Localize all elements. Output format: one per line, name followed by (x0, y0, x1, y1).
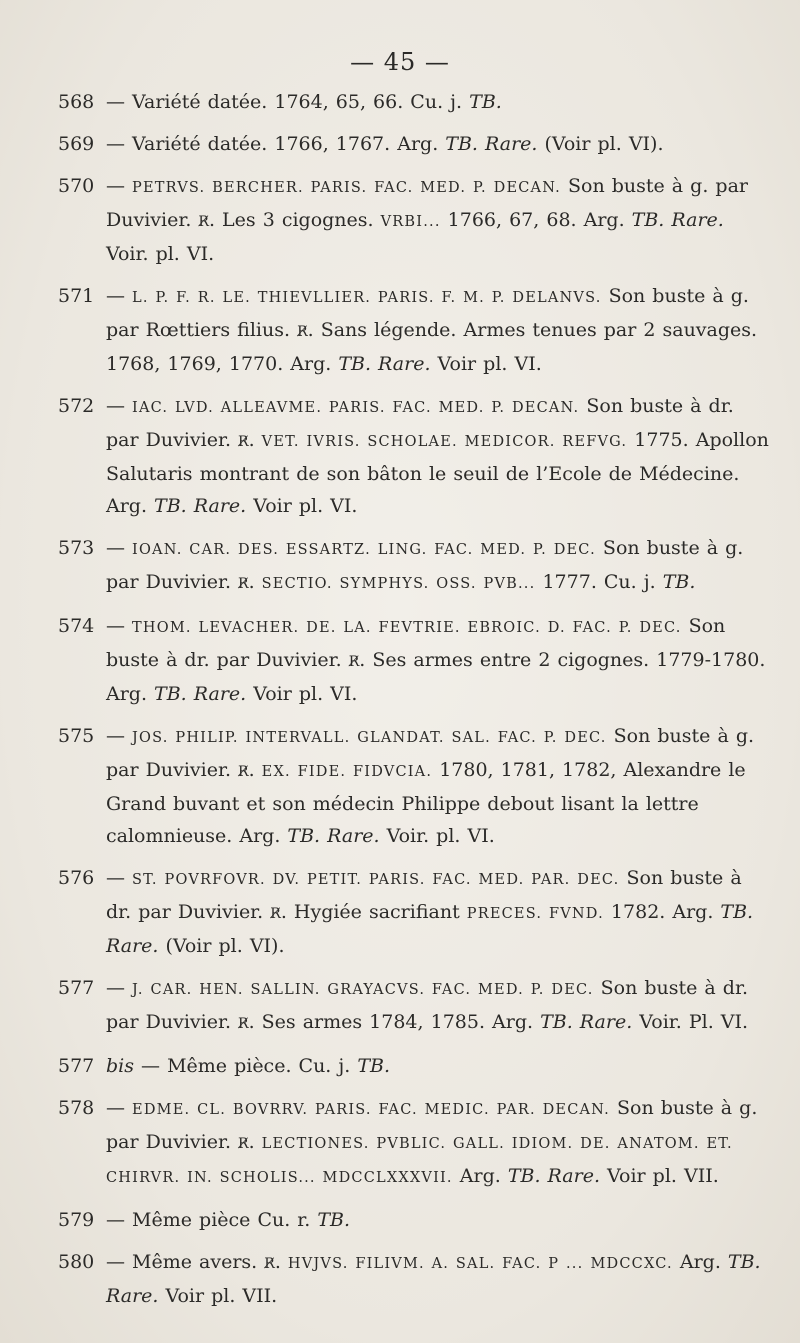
description-text: Son buste à dr. par Duvivier. (106, 867, 742, 923)
description-text: (Voir pl. VI). (158, 935, 285, 957)
legend-text: IOAN. CAR. DES. ESSARTZ. LING. FAC. MED. P. DEC. (132, 542, 596, 558)
description-text: . Les 3 cigognes. (208, 209, 381, 231)
legend-text: VRBI... (380, 214, 441, 230)
description-text: . (248, 1131, 262, 1153)
description-text: . (274, 1251, 288, 1273)
grade-text: TB. Rare. (338, 353, 431, 375)
description-text: — Même pièce Cu. r. (106, 1209, 318, 1231)
entry-text (106, 128, 770, 160)
description-text: Voir pl. VI. (246, 683, 358, 705)
description-text: Arg. (452, 1165, 508, 1187)
description-text: 1777. Cu. j. (535, 571, 663, 593)
grade-text: TB. Rare. (507, 1165, 600, 1187)
grade-text: TB. Rare. (287, 825, 380, 847)
legend-text: PRECES. FVND. (466, 906, 604, 922)
description-text: Voir pl. VII. (600, 1165, 719, 1187)
grade-text: TB. (357, 1055, 391, 1077)
grade-text: TB. (662, 571, 696, 593)
entry-text (106, 1092, 770, 1194)
description-text: (Voir pl. VI). (537, 133, 664, 155)
catalogue-entry (58, 1050, 770, 1082)
entry-text (106, 720, 770, 852)
catalogue-entry (58, 532, 770, 600)
entry-text (106, 1246, 770, 1312)
entry-number: 574 (58, 615, 95, 637)
legend-text: EX. FIDE. FIDVCIA. (261, 764, 433, 780)
description-text: . (248, 571, 262, 593)
entry-number: 569 (58, 133, 95, 155)
description-text: Voir. pl. VI. (106, 243, 215, 265)
grade-text: TB. (469, 91, 502, 113)
description-text: Son buste à g. par Duvivier. (106, 537, 744, 593)
description-text: Voir pl. VII. (158, 1285, 278, 1307)
entry-text (106, 972, 770, 1040)
catalogue-entry (58, 170, 770, 270)
catalogue-entry (58, 128, 770, 160)
legend-text: HVJVS. FILIVM. A. SAL. FAC. P ... (287, 1256, 584, 1272)
description-text: . (248, 429, 262, 451)
description-text: — Variété datée. 1766, 1767. Arg. (106, 133, 446, 155)
grade-text: TB. Rare. (106, 901, 754, 957)
grade-text: bis (106, 1055, 134, 1077)
entry-text (106, 86, 770, 118)
legend-text: EDME. CL. BOVRRV. PARIS. FAC. MEDIC. PAR. DECAN. (132, 1102, 610, 1118)
description-text: — Même pièce. Cu. j. (134, 1055, 358, 1077)
catalogue-entry (58, 720, 770, 852)
reverse-symbol: R̸ (264, 1256, 275, 1272)
entry-number: 579 (58, 1209, 95, 1231)
entry-text (106, 532, 770, 600)
reverse-symbol: R̸ (238, 576, 249, 592)
legend-text: SECTIO. SYMPHYS. OSS. PVB... (261, 576, 536, 592)
entry-text (106, 1050, 770, 1082)
entry-number: 571 (58, 285, 95, 307)
description-text: — (106, 175, 133, 197)
entry-number: 576 (58, 867, 95, 889)
legend-text: J. CAR. HEN. SALLIN. GRAYACVS. FAC. MED. P. DEC. (132, 982, 594, 998)
reverse-symbol: R̸ (238, 1016, 249, 1032)
description-text: Son buste à dr. par Duvivier. (106, 395, 734, 451)
reverse-symbol: R̸ (348, 654, 360, 670)
legend-text: JOS. PHILIP. INTERVALL. GLANDAT. SAL. FAC. P. DEC. (132, 730, 607, 746)
reverse-symbol: R̸ (270, 906, 281, 922)
reverse-symbol: R̸ (238, 434, 249, 450)
entry-number: 580 (58, 1251, 95, 1273)
entry-text (106, 390, 770, 522)
description-text: Son buste à g. par Rœttiers filius. (106, 285, 749, 341)
description-text: — (106, 1097, 133, 1119)
entry-text (106, 280, 770, 380)
legend-text: VET. IVRIS. SCHOLAE. MEDICOR. REFVG. (261, 434, 628, 450)
grade-text: TB. (317, 1209, 351, 1231)
description-text: — (106, 977, 133, 999)
description-text: Son buste à g. par Duvivier. (106, 725, 755, 781)
description-text: Arg. (672, 1251, 728, 1273)
entry-number: 572 (58, 395, 95, 417)
catalogue-entry (58, 1246, 770, 1312)
grade-text: TB. Rare. (445, 133, 538, 155)
entry-number: 573 (58, 537, 95, 559)
description-text: Voir. pl. VI. (379, 825, 495, 847)
entry-text (106, 862, 770, 962)
description-text: Voir. Pl. VI. (632, 1011, 749, 1033)
description-text: — (106, 537, 133, 559)
grade-text: TB. Rare. (106, 1251, 761, 1307)
entry-number: 570 (58, 175, 95, 197)
page-number: — 45 — (350, 48, 450, 76)
description-text: Son buste à dr. par Duvivier. (106, 615, 726, 671)
description-text: 1766, 67, 68. Arg. (440, 209, 632, 231)
legend-text: MDCCXC. (590, 1256, 673, 1272)
description-text: 1782. Arg. (603, 901, 721, 923)
grade-text: TB. Rare. (540, 1011, 633, 1033)
description-text: — (106, 615, 133, 637)
grade-text: TB. Rare. (631, 209, 724, 231)
entry-number: 568 (58, 91, 95, 113)
description-text: 1775. Apollon Salutaris montrant de son bâton le seuil de l’Ecole de Médecine. Arg. (106, 429, 769, 517)
description-text: — (106, 867, 133, 889)
entry-text (106, 610, 770, 710)
description-text: — (106, 725, 133, 747)
entry-number: 578 (58, 1097, 95, 1119)
entry-number: 577 (58, 1055, 95, 1077)
legend-text: PETRVS. BERCHER. PARIS. FAC. MED. P. DECAN. (132, 180, 561, 196)
catalogue-entry (58, 972, 770, 1040)
description-text: . (248, 759, 262, 781)
reverse-symbol: R̸ (238, 1136, 249, 1152)
entry-list (58, 86, 770, 1322)
catalogue-entry (58, 1204, 770, 1236)
entry-text (106, 1204, 770, 1236)
description-text: — (106, 285, 133, 307)
description-text: Voir pl. VI. (430, 353, 542, 375)
entry-number: 577 (58, 977, 95, 999)
legend-text: THOM. LEVACHER. DE. LA. FEVTRIE. EBROIC. D. FAC. P. DEC. (132, 620, 682, 636)
description-text: — Même avers. (106, 1251, 265, 1273)
reverse-symbol: R̸ (238, 764, 249, 780)
description-text: Voir pl. VI. (246, 495, 358, 517)
description-text: — (106, 395, 133, 417)
legend-text: L. P. F. R. LE. THIEVLLIER. PARIS. F. M. P. DELANVS. (132, 290, 602, 306)
catalogue-entry (58, 862, 770, 962)
description-text: . Ses armes 1784, 1785. Arg. (248, 1011, 541, 1033)
reverse-symbol: R̸ (297, 324, 308, 340)
catalogue-entry (58, 1092, 770, 1194)
description-text: Son buste à g. par Duvivier. (106, 175, 748, 231)
grade-text: TB. Rare. (154, 495, 247, 517)
description-text: . Hygiée sacrifiant (280, 901, 467, 923)
entry-text (106, 170, 770, 270)
description-text: . Ses armes entre 2 cigognes. 1779-1780. Arg. (106, 649, 766, 705)
description-text: — Variété datée. 1764, 65, 66. Cu. j. (106, 91, 470, 113)
description-text: . Sans légende. Armes tenues par 2 sauvages. 1768, 1769, 1770. Arg. (106, 319, 758, 375)
catalogue-entry (58, 390, 770, 522)
catalogue-entry (58, 610, 770, 710)
description-text: 1780, 1781, 1782, Alexandre le Grand buvant et son médecin Philippe debout lisant la lettre calomnieuse. Arg. (106, 759, 746, 847)
reverse-symbol: R̸ (198, 214, 209, 230)
catalogue-entry (58, 280, 770, 380)
legend-text: ST. POVRFOVR. DV. PETIT. PARIS. FAC. MED. PAR. DEC. (132, 872, 620, 888)
description-text: Son buste à g. par Duvivier. (106, 1097, 758, 1153)
grade-text: TB. Rare. (154, 683, 247, 705)
legend-text: LECTIONES. PVBLIC. GALL. IDIOM. DE. ANATOM. ET. CHIRVR. IN. SCHOLIS... MDCCLXXXVII. (106, 1136, 733, 1186)
description-text: Son buste à dr. par Duvivier. (106, 977, 748, 1033)
legend-text: IAC. LVD. ALLEAVME. PARIS. FAC. MED. P. DECAN. (132, 400, 580, 416)
entry-number: 575 (58, 725, 95, 747)
catalogue-entry (58, 86, 770, 118)
